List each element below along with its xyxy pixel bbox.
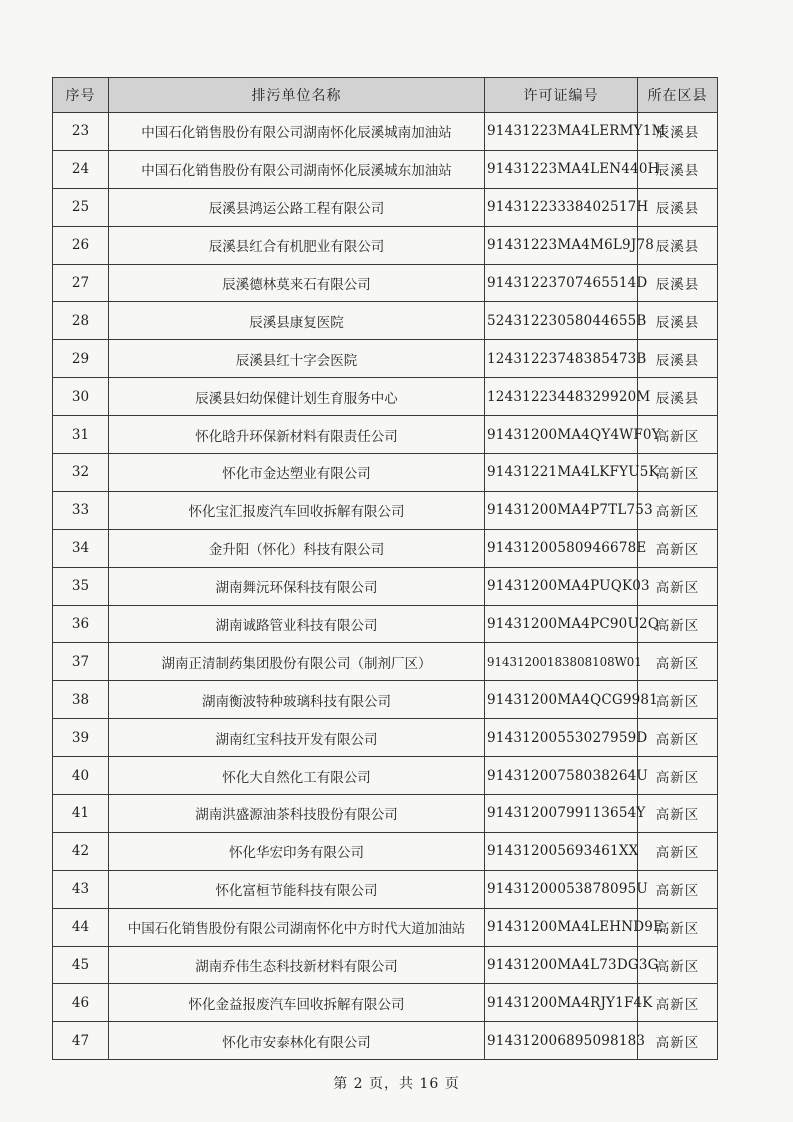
row-license-number: 91431200MA4RJY1F4K [485, 984, 638, 1022]
row-district: 辰溪县 [638, 378, 718, 416]
row-license-number: 91431200053878095U [485, 870, 638, 908]
row-serial-number: 37 [53, 643, 109, 681]
row-license-number: 91431200MA4PUQK03 [485, 567, 638, 605]
row-district: 辰溪县 [638, 113, 718, 151]
row-license-number: 91431200MA4LEHND9E [485, 908, 638, 946]
row-license-number: 52431223058044655B [485, 302, 638, 340]
row-license-number: 91431221MA4LKFYU5K [485, 454, 638, 492]
row-license-number: 12431223748385473B [485, 340, 638, 378]
page-footer: 第 2 页，共 16 页 [333, 1076, 460, 1092]
row-district: 高新区 [638, 832, 718, 870]
row-district: 高新区 [638, 529, 718, 567]
row-unit-name: 中国石化销售股份有限公司湖南怀化中方时代大道加油站 [109, 908, 485, 946]
row-license-number: 91431223MA4M6L9J78 [485, 226, 638, 264]
row-serial-number: 24 [53, 150, 109, 188]
table-row [53, 188, 718, 226]
table-row [53, 454, 718, 492]
row-serial-number: 47 [53, 1022, 109, 1060]
row-unit-name: 辰溪德林莫来石有限公司 [109, 264, 485, 302]
row-license-number: 91431200799113654Y [485, 795, 638, 833]
row-district: 高新区 [638, 681, 718, 719]
table-row [53, 908, 718, 946]
table-row [53, 113, 718, 151]
row-serial-number: 43 [53, 870, 109, 908]
row-unit-name: 湖南乔伟生态科技新材料有限公司 [109, 946, 485, 984]
row-license-number: 91431223MA4LEN440H [485, 150, 638, 188]
table-row [53, 984, 718, 1022]
row-serial-number: 28 [53, 302, 109, 340]
table-row [53, 302, 718, 340]
row-unit-name: 湖南衡波特种玻璃科技有限公司 [109, 681, 485, 719]
row-serial-number: 36 [53, 605, 109, 643]
row-unit-name: 湖南舞沅环保科技有限公司 [109, 567, 485, 605]
row-license-number: 12431223448329920M [485, 378, 638, 416]
header-license-number: 许可证编号 [485, 78, 638, 113]
row-serial-number: 46 [53, 984, 109, 1022]
table-row [53, 264, 718, 302]
row-serial-number: 42 [53, 832, 109, 870]
row-serial-number: 27 [53, 264, 109, 302]
row-unit-name: 怀化富桓节能科技有限公司 [109, 870, 485, 908]
row-license-number: 91431200580946678E [485, 529, 638, 567]
row-district: 辰溪县 [638, 188, 718, 226]
row-district: 高新区 [638, 870, 718, 908]
header-unit-name: 排污单位名称 [109, 78, 485, 113]
row-license-number: 91431200MA4P7TL753 [485, 491, 638, 529]
row-unit-name: 怀化晗升环保新材料有限责任公司 [109, 416, 485, 454]
table-row [53, 340, 718, 378]
row-district: 高新区 [638, 1022, 718, 1060]
permit-table [52, 77, 718, 1060]
row-unit-name: 金升阳（怀化）科技有限公司 [109, 529, 485, 567]
row-serial-number: 34 [53, 529, 109, 567]
table-body [53, 113, 718, 1060]
row-serial-number: 44 [53, 908, 109, 946]
table-row [53, 795, 718, 833]
row-unit-name: 怀化宝汇报废汽车回收拆解有限公司 [109, 491, 485, 529]
table-row [53, 643, 718, 681]
row-unit-name: 辰溪县鸿运公路工程有限公司 [109, 188, 485, 226]
row-unit-name: 怀化市安泰林化有限公司 [109, 1022, 485, 1060]
row-district: 辰溪县 [638, 226, 718, 264]
table-row [53, 870, 718, 908]
row-serial-number: 45 [53, 946, 109, 984]
row-serial-number: 41 [53, 795, 109, 833]
row-serial-number: 29 [53, 340, 109, 378]
row-district: 高新区 [638, 719, 718, 757]
table-row [53, 719, 718, 757]
table-header-row [53, 78, 718, 113]
row-district: 高新区 [638, 454, 718, 492]
table-row [53, 757, 718, 795]
row-unit-name: 怀化市金达塑业有限公司 [109, 454, 485, 492]
row-license-number: 91431200183808108W01 [485, 643, 638, 681]
row-serial-number: 25 [53, 188, 109, 226]
table-row [53, 529, 718, 567]
row-license-number: 91431200MA4PC90U2Q [485, 605, 638, 643]
row-unit-name: 辰溪县妇幼保健计划生育服务中心 [109, 378, 485, 416]
row-serial-number: 23 [53, 113, 109, 151]
row-license-number: 91431200MA4QCG9981 [485, 681, 638, 719]
table-row [53, 946, 718, 984]
row-district: 高新区 [638, 491, 718, 529]
row-serial-number: 38 [53, 681, 109, 719]
table-row [53, 491, 718, 529]
row-unit-name: 湖南正清制药集团股份有限公司（制剂厂区） [109, 643, 485, 681]
table-row [53, 150, 718, 188]
row-unit-name: 湖南红宝科技开发有限公司 [109, 719, 485, 757]
row-unit-name: 怀化大自然化工有限公司 [109, 757, 485, 795]
row-unit-name: 中国石化销售股份有限公司湖南怀化辰溪城南加油站 [109, 113, 485, 151]
row-district: 高新区 [638, 757, 718, 795]
table-row [53, 226, 718, 264]
row-serial-number: 31 [53, 416, 109, 454]
row-unit-name: 湖南诚路管业科技有限公司 [109, 605, 485, 643]
table-row [53, 567, 718, 605]
row-license-number: 91431200569346​1XX [485, 832, 638, 870]
row-unit-name: 怀化华宏印务有限公司 [109, 832, 485, 870]
row-district: 高新区 [638, 984, 718, 1022]
row-license-number: 91431200689509818​3 [485, 1022, 638, 1060]
row-license-number: 91431223707465514D [485, 264, 638, 302]
row-license-number: 91431200MA4L73DG3G [485, 946, 638, 984]
row-serial-number: 30 [53, 378, 109, 416]
row-district: 高新区 [638, 643, 718, 681]
row-unit-name: 辰溪县红十字会医院 [109, 340, 485, 378]
row-license-number: 91431200553027959D [485, 719, 638, 757]
row-serial-number: 39 [53, 719, 109, 757]
row-license-number: 91431223338402517H [485, 188, 638, 226]
row-serial-number: 26 [53, 226, 109, 264]
table-row [53, 1022, 718, 1060]
row-district: 高新区 [638, 567, 718, 605]
header-serial-number: 序号 [53, 78, 109, 113]
row-district: 高新区 [638, 416, 718, 454]
row-unit-name: 怀化金益报废汽车回收拆解有限公司 [109, 984, 485, 1022]
row-district: 高新区 [638, 946, 718, 984]
table-row [53, 681, 718, 719]
table-row [53, 378, 718, 416]
row-serial-number: 33 [53, 491, 109, 529]
row-unit-name: 辰溪县红合有机肥业有限公司 [109, 226, 485, 264]
row-district: 高新区 [638, 605, 718, 643]
row-license-number: 91431223MA4LERMY1M [485, 113, 638, 151]
table-row [53, 832, 718, 870]
table-row [53, 605, 718, 643]
row-serial-number: 40 [53, 757, 109, 795]
header-district: 所在区县 [638, 78, 718, 113]
row-unit-name: 辰溪县康复医院 [109, 302, 485, 340]
row-district: 高新区 [638, 795, 718, 833]
row-district: 辰溪县 [638, 264, 718, 302]
row-serial-number: 35 [53, 567, 109, 605]
row-serial-number: 32 [53, 454, 109, 492]
row-license-number: 91431200MA4QY4WF0Y [485, 416, 638, 454]
row-district: 辰溪县 [638, 340, 718, 378]
row-district: 辰溪县 [638, 302, 718, 340]
row-license-number: 91431200758038264U [485, 757, 638, 795]
row-district: 高新区 [638, 908, 718, 946]
row-district: 辰溪县 [638, 150, 718, 188]
row-unit-name: 中国石化销售股份有限公司湖南怀化辰溪城东加油站 [109, 150, 485, 188]
row-unit-name: 湖南洪盛源油茶科技股份有限公司 [109, 795, 485, 833]
table-row [53, 416, 718, 454]
